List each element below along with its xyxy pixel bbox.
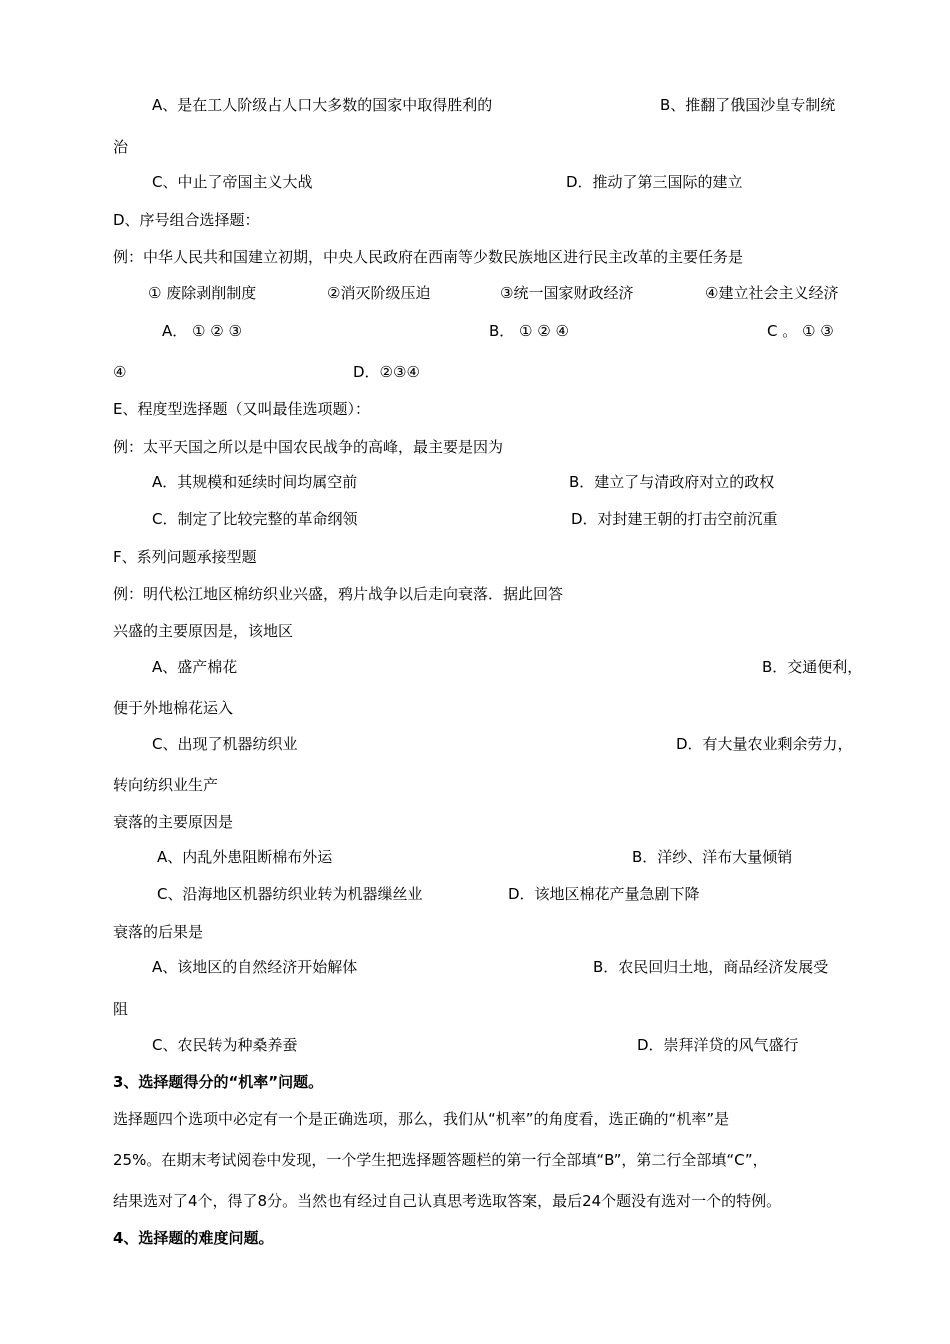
item-1: ① 废除剥削制度 bbox=[148, 284, 257, 302]
option-b-text: B． ① ② ④ bbox=[489, 322, 569, 340]
sub-question-2: 衰落的主要原因是 bbox=[113, 813, 234, 831]
option-d-text: D．该地区棉花产量急剧下降 bbox=[508, 885, 700, 903]
option-b-text: B．交通便利， bbox=[762, 658, 863, 676]
option-c-text: C、沿海地区机器纺织业转为机器缫丝业 bbox=[157, 885, 423, 903]
option-a-text: A、是在工人阶级占人口大多数的国家中取得胜利的 bbox=[152, 96, 493, 114]
paragraph-line: 结果选对了4个，得了8分。当然也有经过自己认真思考选取答案，最后24个题没有选对一个的特例。 bbox=[113, 1192, 782, 1210]
option-d-text: D．崇拜洋贷的风气盛行 bbox=[637, 1036, 799, 1054]
item-2: ②消灭阶级压迫 bbox=[327, 284, 431, 302]
option-d-text: D．有大量农业剩余劳力， bbox=[676, 735, 853, 753]
item-3: ③统一国家财政经济 bbox=[500, 284, 634, 302]
sub-question-1: 兴盛的主要原因是，该地区 bbox=[113, 622, 294, 640]
option-c-text: C、中止了帝国主义大战 bbox=[152, 173, 313, 191]
paragraph-line: 选择题四个选项中必定有一个是正确选项，那么，我们从“机率”的角度看，选正确的“机率”是 bbox=[113, 1110, 730, 1128]
section-heading-3: 3、选择题得分的“机率”问题。 bbox=[113, 1073, 324, 1091]
section-heading-4: 4、选择题的难度问题。 bbox=[113, 1229, 274, 1247]
option-a-text: A、内乱外患阻断棉布外运 bbox=[157, 848, 333, 866]
option-c-text: C．制定了比较完整的革命纲领 bbox=[152, 510, 358, 528]
option-b-continuation: 治 bbox=[113, 138, 129, 156]
option-c-text: C、出现了机器纺织业 bbox=[152, 735, 298, 753]
paragraph-line: 25%。在期末考试阅卷中发现，一个学生把选择题答题栏的第一行全部填“B”，第二行全部填“C”， bbox=[113, 1151, 768, 1169]
section-heading-e: E、程度型选择题（又叫最佳选项题）： bbox=[113, 400, 370, 418]
option-b-continuation: 便于外地棉花运入 bbox=[113, 699, 234, 717]
option-d-continuation: 转向纺织业生产 bbox=[113, 776, 219, 794]
option-a-text: A．其规模和延续时间均属空前 bbox=[152, 473, 358, 491]
example-question: 例：明代松江地区棉纺织业兴盛，鸦片战争以后走向衰落．据此回答 bbox=[113, 585, 564, 603]
option-d-text: D．对封建王朝的打击空前沉重 bbox=[571, 510, 778, 528]
option-b-text: B．洋纱、洋布大量倾销 bbox=[632, 848, 793, 866]
option-c-text: C 。 ① ③ bbox=[767, 322, 834, 340]
option-b-text: B．农民回归土地，商品经济发展受 bbox=[593, 958, 829, 976]
item-4: ④建立社会主义经济 bbox=[705, 284, 839, 302]
option-b-text: B．建立了与清政府对立的政权 bbox=[569, 473, 775, 491]
option-a-text: A、盛产棉花 bbox=[152, 658, 238, 676]
option-d-text: D．推动了第三国际的建立 bbox=[566, 173, 743, 191]
option-c-continuation: ④ bbox=[113, 363, 127, 381]
example-question: 例：中华人民共和国建立初期，中央人民政府在西南等少数民族地区进行民主改革的主要任务是 bbox=[113, 248, 744, 266]
option-a-text: A、该地区的自然经济开始解体 bbox=[152, 958, 358, 976]
example-question: 例：太平天国之所以是中国农民战争的高峰，最主要是因为 bbox=[113, 438, 504, 456]
section-heading-d: D、序号组合选择题： bbox=[113, 211, 260, 229]
option-c-text: C、农民转为种桑养蚕 bbox=[152, 1036, 298, 1054]
option-d-text: D．②③④ bbox=[353, 363, 420, 381]
option-a-text: A． ① ② ③ bbox=[162, 322, 242, 340]
sub-question-3: 衰落的后果是 bbox=[113, 923, 204, 941]
option-b-text: B、推翻了俄国沙皇专制统 bbox=[660, 96, 836, 114]
option-b-continuation: 阻 bbox=[113, 1000, 129, 1018]
section-heading-f: F、系列问题承接型题 bbox=[113, 548, 257, 566]
